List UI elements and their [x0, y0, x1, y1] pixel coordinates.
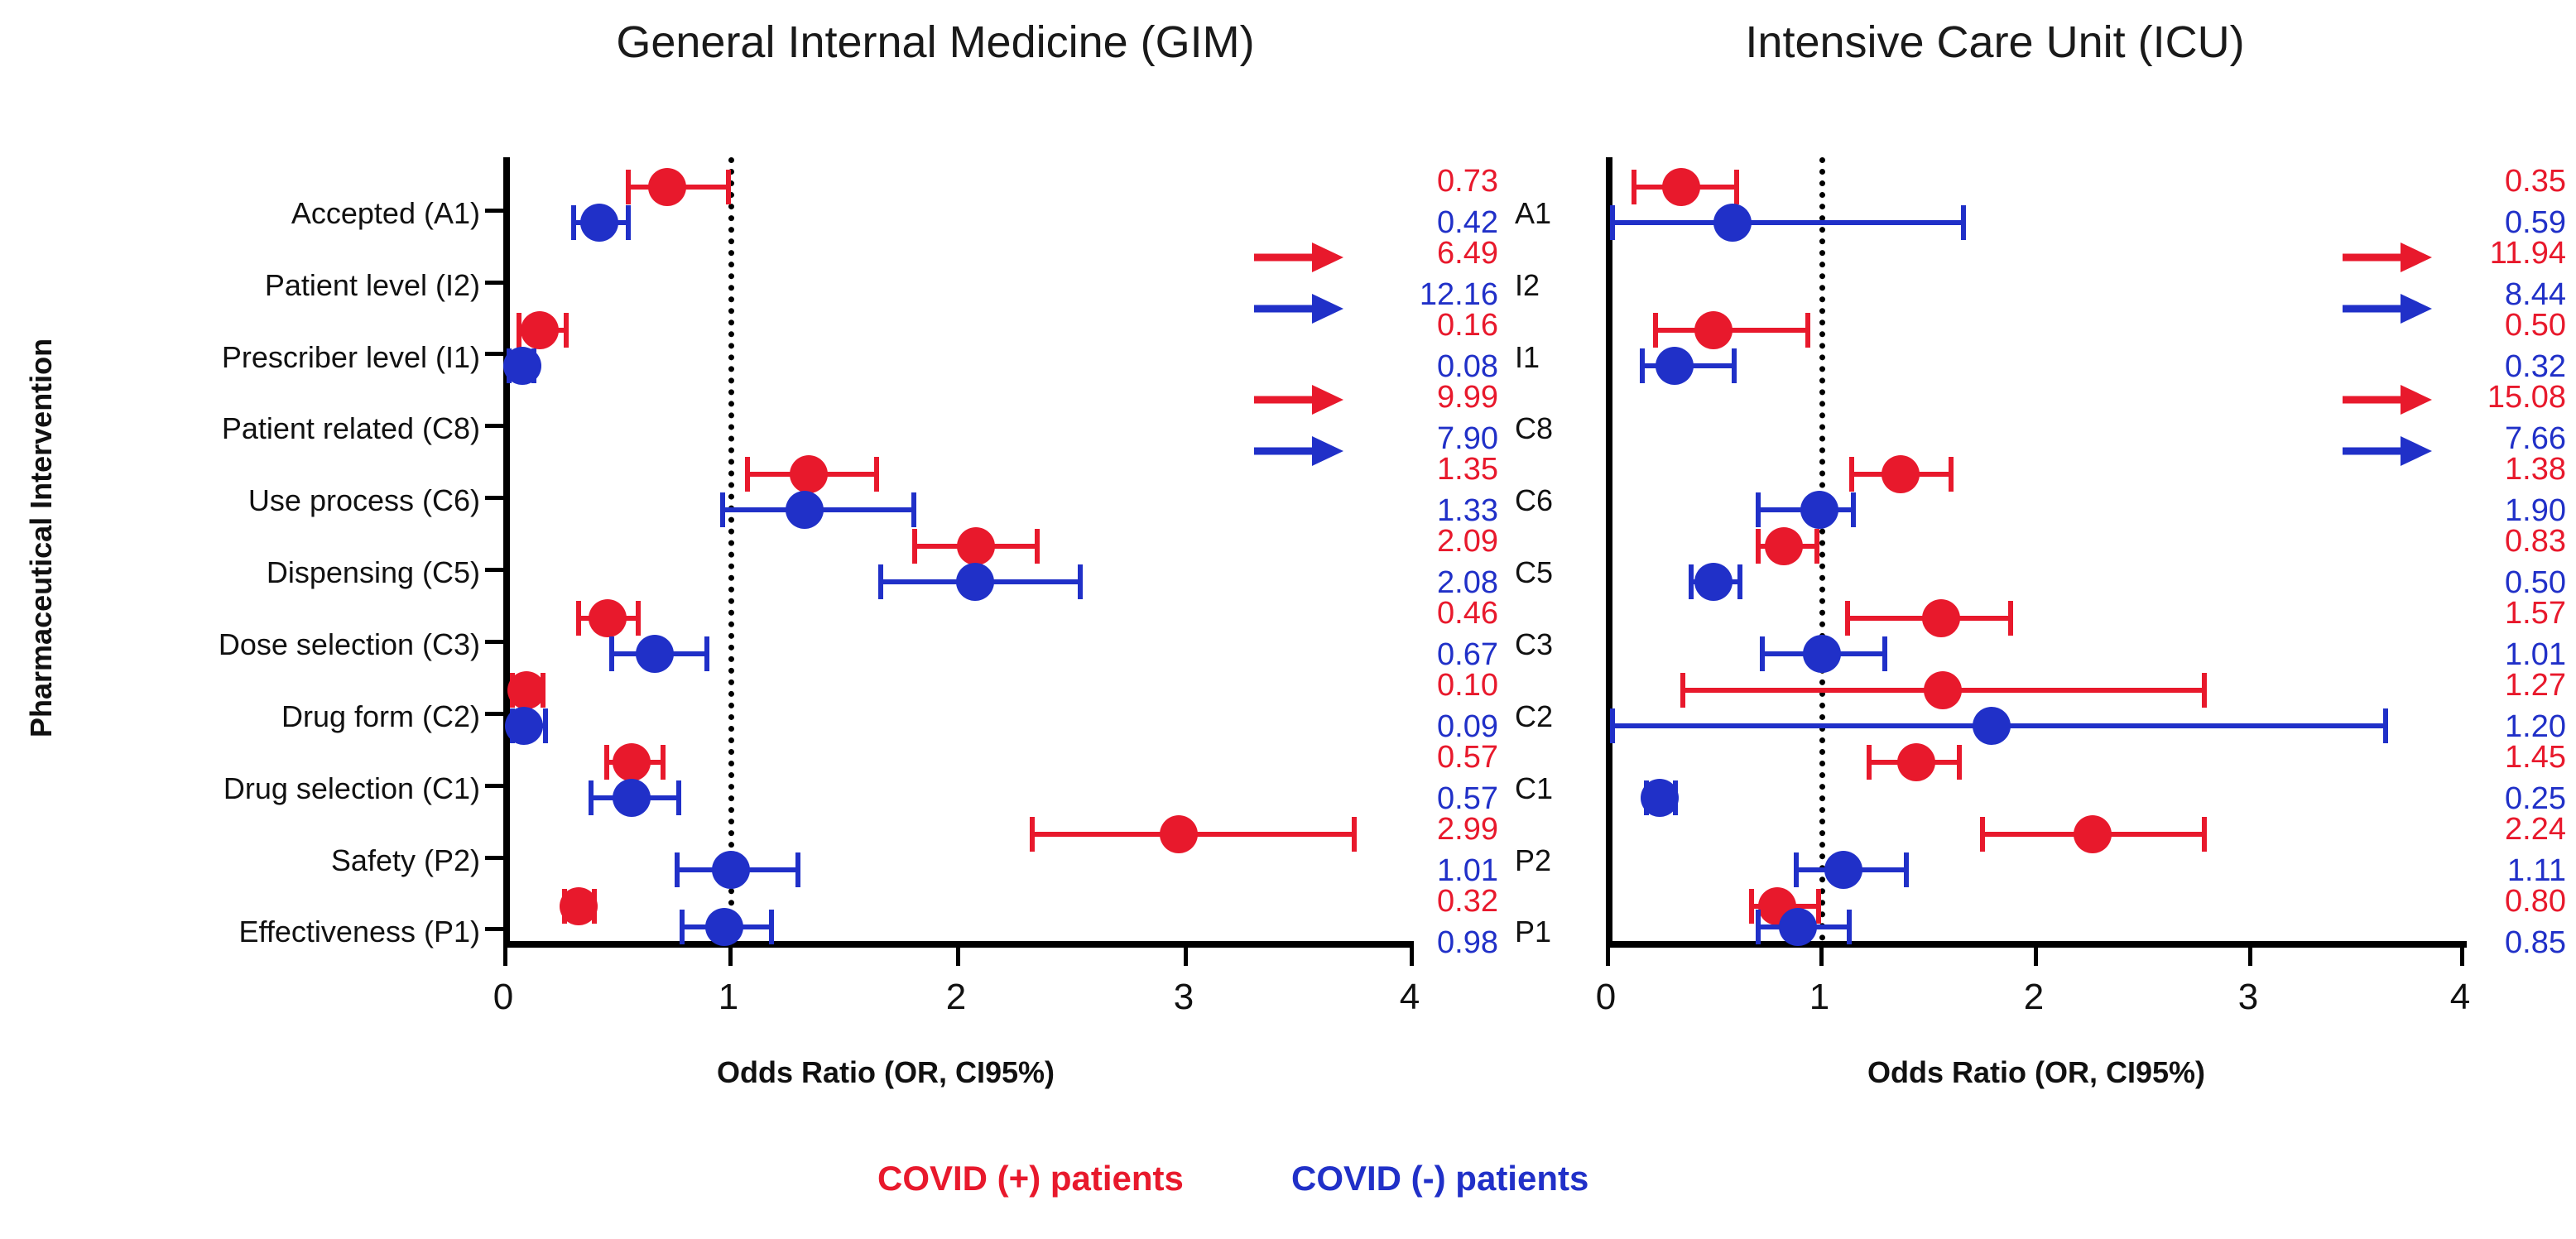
ci-cap [609, 636, 614, 671]
category-label: Prescriber level (I1) [221, 340, 480, 374]
reference-line-icu [1819, 157, 1825, 941]
estimate-marker [589, 599, 627, 637]
ci-cap [1805, 313, 1810, 348]
category-label: C8 [1515, 411, 1554, 445]
ci-cap [1756, 910, 1761, 944]
ci-cap [543, 708, 548, 743]
category-label: Patient level (I2) [264, 268, 480, 302]
y-tick-gim [485, 496, 503, 500]
y-tick-gim [485, 281, 503, 285]
estimate-marker [957, 527, 995, 565]
ci-cap [2202, 817, 2207, 852]
reference-line-gim [728, 157, 734, 941]
estimate-marker [613, 779, 651, 817]
ci-cap [1035, 529, 1040, 564]
estimate-marker [1779, 908, 1817, 946]
ci-cap [676, 780, 681, 815]
value-label-red: 15.08 [2487, 380, 2566, 415]
ci-cap [2202, 673, 2207, 708]
ci-cap [1640, 348, 1645, 383]
value-label-red: 0.16 [1437, 308, 1498, 343]
ci-cap [1680, 673, 1685, 708]
x-tick-label: 3 [1173, 977, 1194, 1017]
legend-item-covid-positive: COVID (+) patients [877, 1159, 1184, 1198]
value-label-blue: 0.32 [2505, 349, 2566, 384]
category-label: Dose selection (C3) [218, 627, 480, 661]
value-label-red: 11.94 [2489, 236, 2566, 271]
value-label-blue: 1.01 [2505, 637, 2566, 672]
value-label-blue: 1.20 [2505, 709, 2566, 744]
value-label-blue: 0.85 [2505, 925, 2566, 960]
x-axis-label-icu: Odds Ratio (OR, CI95%) [1867, 1055, 2206, 1089]
value-label-red: 1.57 [2505, 596, 2566, 631]
x-tick-label: 3 [2237, 977, 2259, 1017]
y-tick-gim [485, 209, 503, 213]
category-label: P1 [1515, 915, 1552, 948]
offscale-arrow-blue-c8 [1254, 432, 1345, 470]
value-label-blue: 0.59 [2505, 205, 2566, 240]
value-label-red: 1.27 [2505, 668, 2566, 703]
ci-cap [1849, 457, 1854, 492]
value-label-blue: 0.57 [1437, 781, 1498, 816]
estimate-marker [1662, 168, 1700, 206]
x-tick-icu [1819, 948, 1824, 966]
estimate-marker [1924, 671, 1962, 709]
estimate-marker [1160, 815, 1198, 853]
ci-cap [564, 313, 569, 348]
ci-cap [1078, 564, 1083, 599]
value-label-blue: 7.90 [1437, 421, 1498, 456]
value-label-red: 1.38 [2505, 452, 2566, 487]
estimate-marker [1765, 527, 1803, 565]
ci-cap [1845, 601, 1850, 636]
offscale-arrow-red-i2 [1254, 238, 1345, 276]
value-label-blue: 1.11 [2506, 853, 2566, 888]
category-label: Drug form (C2) [281, 699, 480, 733]
value-label-red: 2.99 [1437, 812, 1498, 847]
ci-cap [878, 564, 883, 599]
ci-cap [1847, 910, 1852, 944]
x-tick-icu [1606, 948, 1610, 966]
panel-title-gim: General Internal Medicine (GIM) [616, 17, 1255, 67]
ci-cap [720, 492, 725, 527]
ci-cap [1732, 348, 1737, 383]
x-tick-label: 1 [1809, 977, 1830, 1017]
value-label-red: 1.45 [2505, 740, 2566, 775]
category-label: A1 [1515, 196, 1552, 230]
ci-cap [1851, 492, 1856, 527]
ci-cap [1756, 529, 1761, 564]
x-tick-label: 1 [718, 977, 739, 1017]
estimate-marker [1800, 491, 1838, 529]
category-label: Accepted (A1) [291, 196, 480, 230]
x-axis-icu [1606, 941, 2467, 948]
legend-item-covid-negative: COVID (-) patients [1291, 1159, 1589, 1198]
ci-cap [769, 910, 774, 944]
y-tick-gim [485, 856, 503, 860]
y-tick-gim [485, 640, 503, 644]
x-tick-gim [728, 948, 733, 966]
category-label: C5 [1515, 555, 1554, 589]
ci-cap [1030, 817, 1035, 852]
estimate-marker [712, 851, 750, 889]
category-label: Drug selection (C1) [223, 771, 480, 805]
category-label: Effectiveness (P1) [238, 915, 480, 948]
ci-cap [1737, 564, 1742, 599]
ci-cap [1653, 313, 1658, 348]
category-label: Dispensing (C5) [266, 555, 480, 589]
value-label-red: 6.49 [1437, 236, 1498, 271]
estimate-marker [636, 635, 674, 673]
ci-cap [1961, 205, 1966, 240]
y-tick-gim [485, 568, 503, 572]
ci-cap [1980, 817, 1985, 852]
ci-cap [2383, 708, 2388, 743]
x-tick-label: 2 [2023, 977, 2045, 1017]
x-tick-icu [2034, 948, 2038, 966]
value-label-red: 0.73 [1437, 164, 1498, 199]
estimate-marker [1713, 204, 1752, 242]
value-label-blue: 1.33 [1437, 493, 1498, 528]
estimate-marker [2074, 815, 2112, 853]
value-label-red: 9.99 [1437, 380, 1498, 415]
value-label-red: 2.24 [2505, 812, 2566, 847]
ci-cap [675, 852, 680, 887]
category-label: C2 [1515, 699, 1554, 733]
category-label: C1 [1515, 771, 1554, 805]
value-label-red: 0.32 [1437, 884, 1498, 919]
estimate-marker [790, 455, 828, 493]
ci-cap [661, 745, 666, 780]
x-axis-label-gim: Odds Ratio (OR, CI95%) [716, 1055, 1055, 1089]
ci-cap [1734, 170, 1739, 204]
ci-cap [1957, 745, 1962, 780]
value-label-blue: 1.01 [1437, 853, 1498, 888]
estimate-marker [648, 168, 686, 206]
x-tick-icu [2248, 948, 2252, 966]
x-tick-label: 0 [1595, 977, 1617, 1017]
estimate-marker [1897, 743, 1935, 781]
estimate-marker [1694, 563, 1733, 601]
ci-cap [726, 170, 731, 204]
category-label: Patient related (C8) [221, 411, 480, 445]
estimate-marker [503, 347, 541, 385]
ci-cap [571, 205, 576, 240]
y-tick-gim [485, 352, 503, 356]
estimate-marker [507, 671, 545, 709]
estimate-marker [613, 743, 651, 781]
ci-cap [604, 745, 609, 780]
ci-cap [1749, 889, 1754, 924]
y-axis-label: Pharmaceutical Intervention [24, 338, 58, 737]
estimate-marker [1882, 455, 1920, 493]
estimate-marker [956, 563, 994, 601]
x-tick-label: 4 [2449, 977, 2471, 1017]
value-label-blue: 0.67 [1437, 637, 1498, 672]
value-label-blue: 0.09 [1437, 709, 1498, 744]
plot-area-icu [1606, 157, 2467, 948]
ci-cap [1904, 852, 1909, 887]
x-axis-gim [503, 941, 1414, 948]
ci-cap [1760, 636, 1765, 671]
x-tick-gim [503, 948, 507, 966]
value-label-blue: 0.42 [1437, 205, 1498, 240]
ci-cap [1756, 492, 1761, 527]
ci-cap [1689, 564, 1694, 599]
value-label-blue: 0.08 [1437, 349, 1498, 384]
estimate-marker [521, 311, 559, 349]
estimate-marker [1803, 635, 1841, 673]
category-label: Use process (C6) [248, 483, 480, 517]
value-label-red: 2.09 [1437, 524, 1498, 559]
ci-cap [911, 492, 916, 527]
category-label: P2 [1515, 843, 1552, 877]
estimate-marker [1694, 311, 1733, 349]
value-label-red: 0.57 [1437, 740, 1498, 775]
estimate-marker [560, 887, 598, 925]
value-label-blue: 0.50 [2505, 565, 2566, 600]
ci-cap [626, 170, 631, 204]
value-label-red: 0.50 [2505, 308, 2566, 343]
ci-cap [704, 636, 709, 671]
x-tick-label: 4 [1399, 977, 1420, 1017]
ci-cap [1867, 745, 1872, 780]
category-label: I1 [1515, 340, 1540, 374]
value-label-red: 0.80 [2505, 884, 2566, 919]
x-tick-gim [956, 948, 960, 966]
ci-cap [576, 601, 581, 636]
estimate-marker [786, 491, 824, 529]
value-label-red: 1.35 [1437, 452, 1498, 487]
ci-cap [1632, 170, 1636, 204]
y-axis-icu [1606, 157, 1612, 948]
value-label-red: 0.35 [2505, 164, 2566, 199]
estimate-marker [1973, 707, 2011, 745]
ci-cap [626, 205, 631, 240]
estimate-marker [1824, 851, 1862, 889]
ci-cap [1610, 205, 1615, 240]
category-label: C6 [1515, 483, 1554, 517]
ci-cap [1882, 636, 1887, 671]
offscale-arrow-red-c8 [1254, 381, 1345, 419]
panel-title-icu: Intensive Care Unit (ICU) [1745, 17, 2245, 67]
estimate-marker [1922, 599, 1960, 637]
estimate-marker [580, 204, 618, 242]
ci-cap [589, 780, 594, 815]
ci-cap [912, 529, 917, 564]
value-label-blue: 7.66 [2505, 421, 2566, 456]
category-label: Safety (P2) [330, 843, 480, 877]
value-label-red: 0.83 [2505, 524, 2566, 559]
value-label-blue: 8.44 [2505, 277, 2566, 312]
ci-cap [874, 457, 879, 492]
ci-cap [1814, 529, 1819, 564]
x-tick-gim [1184, 948, 1188, 966]
estimate-marker [505, 707, 543, 745]
ci-cap [1794, 852, 1799, 887]
offscale-arrow-blue-i2 [1254, 290, 1345, 328]
value-label-blue: 0.25 [2505, 781, 2566, 816]
estimate-marker [1641, 779, 1679, 817]
value-label-blue: 12.16 [1419, 277, 1498, 312]
ci-cap [745, 457, 750, 492]
ci-cap [680, 910, 685, 944]
value-label-red: 0.10 [1437, 668, 1498, 703]
value-label-blue: 1.90 [2505, 493, 2566, 528]
y-tick-gim [485, 927, 503, 931]
estimate-marker [1656, 347, 1694, 385]
ci-cap [1949, 457, 1954, 492]
y-tick-gim [485, 784, 503, 788]
category-label: I2 [1515, 268, 1540, 302]
ci-cap [795, 852, 800, 887]
ci-cap [1610, 708, 1615, 743]
ci-cap [636, 601, 641, 636]
estimate-marker [705, 908, 743, 946]
value-label-blue: 2.08 [1437, 565, 1498, 600]
value-label-blue: 0.98 [1437, 925, 1498, 960]
y-tick-gim [485, 424, 503, 428]
x-tick-label: 0 [493, 977, 514, 1017]
y-axis-gim [503, 157, 510, 948]
x-tick-label: 2 [945, 977, 967, 1017]
ci-cap [1816, 889, 1821, 924]
ci-line [1610, 220, 1964, 225]
y-tick-gim [485, 712, 503, 716]
category-label: C3 [1515, 627, 1554, 661]
ci-cap [2008, 601, 2013, 636]
value-label-red: 0.46 [1437, 596, 1498, 631]
